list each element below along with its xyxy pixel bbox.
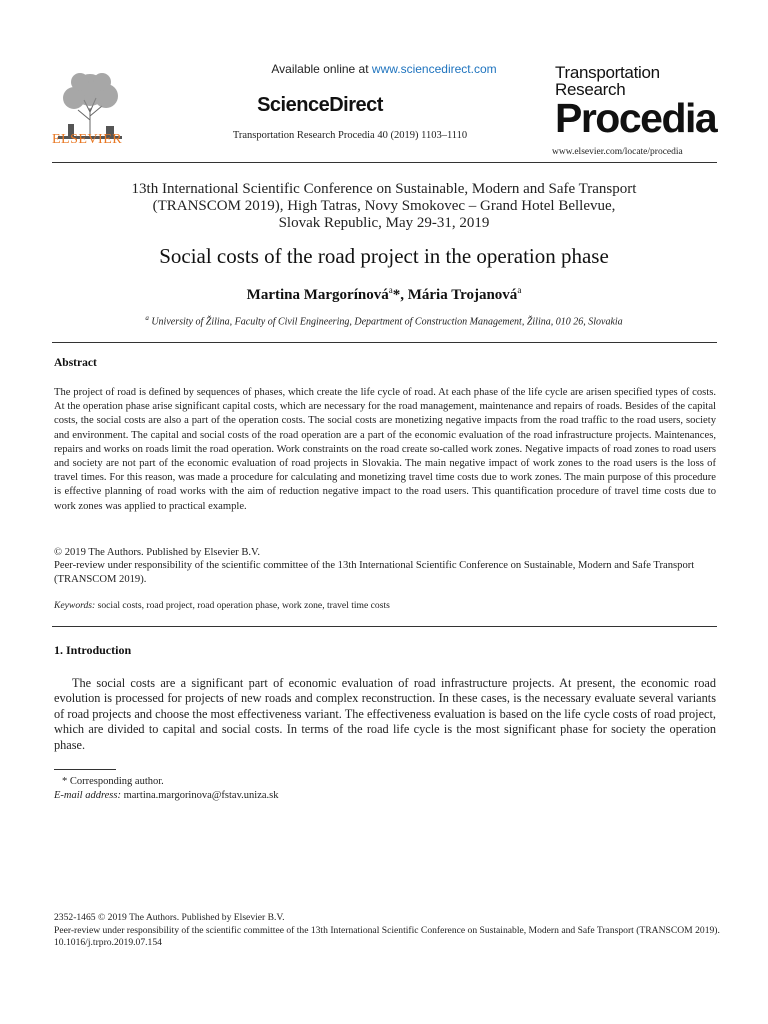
email-note — [54, 790, 278, 801]
journal-logo-line2: Research — [555, 80, 626, 99]
author-affiliation-mark: a — [517, 285, 522, 295]
sciencedirect-link[interactable]: www.sciencedirect.com — [371, 62, 497, 76]
keywords — [54, 600, 716, 611]
affiliation-text: University of Žilina, Faculty of Civil Engineering, Department of Construction Management, Žilina, 010 26, Slovakia — [148, 316, 623, 328]
journal-logo-procedia: Procedia — [555, 95, 717, 141]
author-line — [40, 285, 728, 304]
abstract-heading: Abstract — [54, 357, 97, 369]
abstract-top-divider — [52, 342, 717, 343]
author-affiliation-mark: a — [388, 285, 393, 295]
journal-logo — [555, 63, 725, 141]
available-prefix: Available online at — [271, 62, 372, 76]
conference-info — [60, 181, 708, 232]
page-footer — [54, 912, 722, 950]
conference-line2: (TRANSCOM 2019), High Tatras, Novy Smokovec – Grand Hotel Bellevue, — [152, 198, 616, 214]
author-name: Martina Margorínová — [246, 287, 389, 303]
email-address-link[interactable]: martina.margorinova@fstav.uniza.sk — [120, 790, 279, 801]
email-label: E-mail address: — [54, 790, 121, 801]
copyright-notice — [54, 546, 716, 586]
journal-reference: Transportation Research Procedia 40 (2019) 1103–1110 — [232, 130, 468, 141]
journal-url-link[interactable]: www.elsevier.com/locate/procedia — [552, 147, 683, 157]
section-heading-introduction: 1. Introduction — [54, 643, 132, 657]
copyright-line: © 2019 The Authors. Published by Elsevier B.V. — [54, 547, 260, 558]
journal-logo-line1: Transportation — [555, 63, 660, 82]
author-name: Mária Trojanová — [407, 287, 518, 303]
keywords-list: social costs, road project, road operation phase, work zone, travel time costs — [95, 600, 390, 611]
author-separator: , — [400, 287, 408, 303]
header-divider — [52, 162, 717, 163]
introduction-paragraph: The social costs are a significant part of economic evaluation of road infrastructure projects. At present, the economic road evolution is processed for projects of new roads and complex reconstruction. In these cases, is the necessary evaluate several variants of road projects and choose the most effectiveness variant. The effectiveness evaluation is based on the life cycle costs of road project, which are divided to capital and social costs. In terms of the road life cycle is the most significant phase for society the operation phase. — [54, 676, 716, 752]
affiliation-mark: a — [145, 314, 149, 322]
corresponding-mark: * — [392, 287, 401, 303]
abstract-body: The project of road is defined by sequences of phases, which create the life cycle of road. At each phase of the life cycle are arisen specified types of costs. At the operation phase arise significant capital costs, which are necessary for the road management, maintenance and repairs of roads. Besides of the capital costs, the social costs are also a part of the operation costs. The social costs are monetizing negative impacts from the road traffic to the road users, society and environment. The capital and social costs of the road operation are a part of the economic evaluation of the road infrastructure projects. Maintenances, repairs and works on roads limit the road operation. Work constraints on the road create so-called work zones. Negative impacts of road zones to road users and society are not part of the economic evaluation of road projects in Slovakia. The main negative impact of work zones to the road users is the loss of travel times. For this reason, was made a procedure for calculating and monetizing travel time costs due to work zones. The main purpose of this procedure is effective planning of road works with the aim of reduction negative impact to the road users. This quantification procedure of travel time costs due to work zones was applied to practical example. — [54, 387, 716, 512]
paper-title: Social costs of the road project in the operation phase — [159, 244, 609, 268]
footer-peer-review-line: Peer-review under responsibility of the scientific committee of the 13th International Scientific Conference on Sustainable, Modern and Safe Transport (TRANSCOM 2019). — [54, 924, 720, 936]
peer-review-line: Peer-review under responsibility of the scientific committee of the 13th International Scientific Conference on Sustainable, Modern and Safe Transport (TRANSCOM 2019). — [54, 560, 695, 585]
conference-line1: 13th International Scientific Conference on Sustainable, Modern and Safe Transport — [131, 181, 637, 197]
doi-link[interactable]: 10.1016/j.trpro.2019.07.154 — [54, 937, 162, 949]
corresponding-author-note: * Corresponding author. — [62, 776, 164, 787]
issn-copyright-line: 2352-1465 © 2019 The Authors. Published by Elsevier B.V. — [54, 912, 285, 923]
keywords-label: Keywords: — [54, 600, 96, 611]
publisher-wordmark: ELSEVIER — [52, 132, 123, 147]
sciencedirect-brand: ScienceDirect — [257, 94, 383, 116]
abstract-bottom-divider — [52, 626, 717, 627]
footnote-rule — [54, 769, 116, 770]
affiliation — [40, 314, 728, 327]
conference-line3: Slovak Republic, May 29-31, 2019 — [278, 215, 490, 231]
